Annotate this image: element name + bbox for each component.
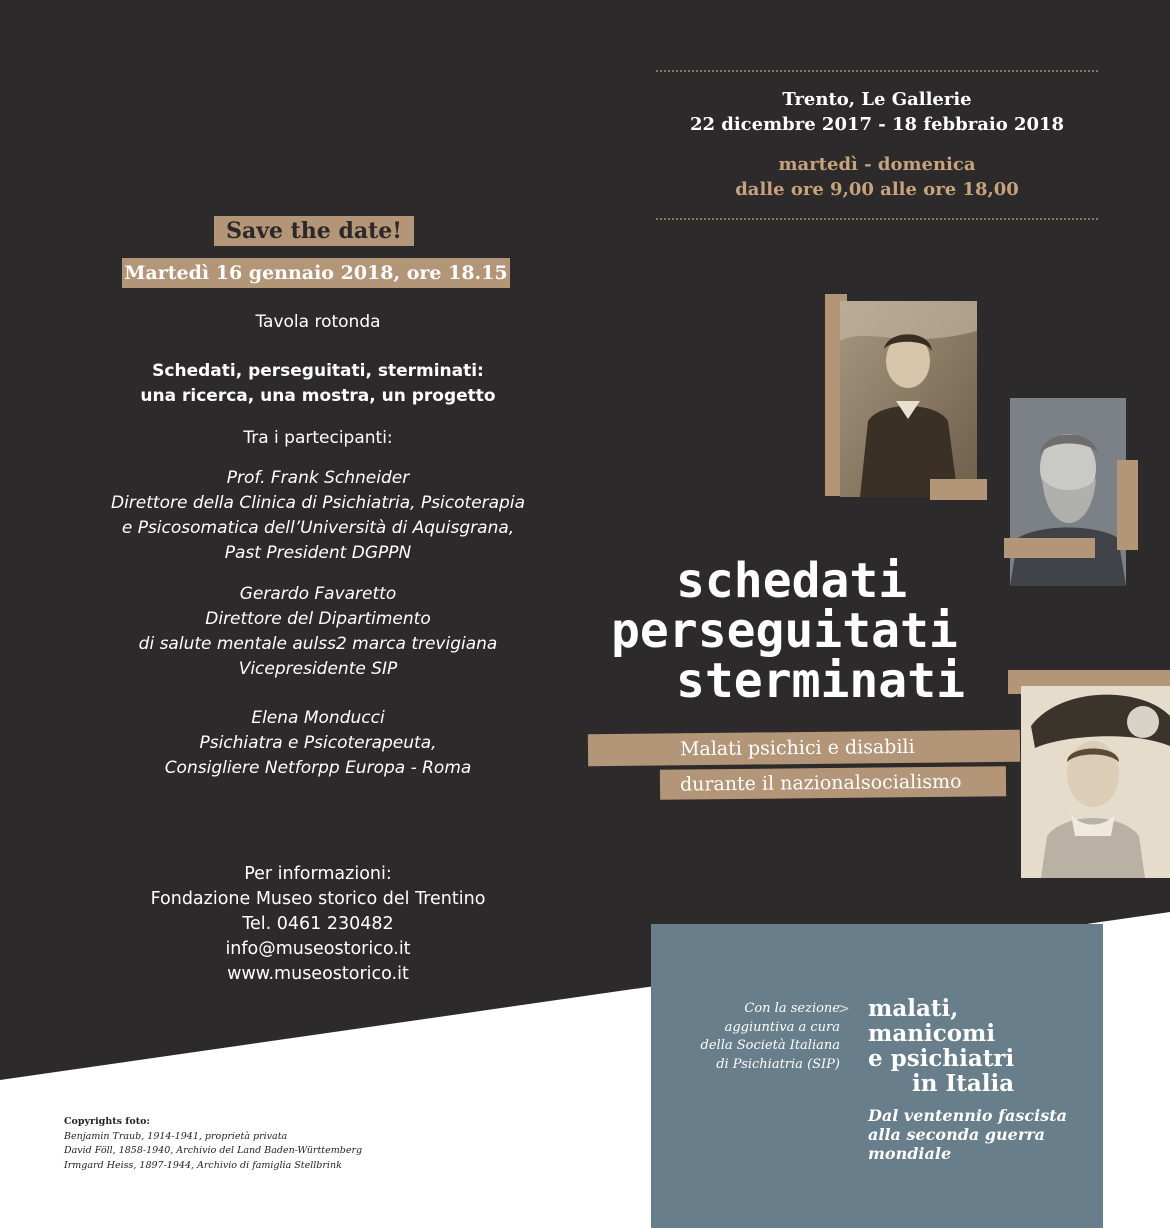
participant-line: Direttore del Dipartimento [205,609,431,629]
contact-phone: Tel. 0461 230482 [242,914,394,934]
exhibition-dates: 22 dicembre 2017 - 18 febbraio 2018 [689,114,1065,135]
participants-label: Tra i partecipanti: [243,428,393,448]
roundtable-date-badge: Martedì 16 gennaio 2018, ore 18.15 [122,258,510,288]
sip-title-line: manicomi [868,1020,996,1047]
save-the-date-badge: Save the date! [214,216,414,246]
chevron-right-icon: > [838,1001,850,1017]
tape-strip [1117,460,1138,550]
roundtable-title [90,359,546,409]
opening-hours: dalle ore 9,00 alle ore 18,00 [735,179,1019,200]
roundtable-title-line1: Schedati, perseguitati, sterminati: [152,361,484,381]
dotted-divider-top [656,70,1098,72]
sip-note-line: Con la sezione [744,1001,840,1016]
participant-line: Past President DGPPN [224,543,412,563]
contact-organization: Fondazione Museo storico del Trentino [150,889,486,909]
participant-line: e Psicosomatica dell’Università di Aquisgrana, [121,518,515,538]
participant-schneider [90,466,546,566]
tape-strip [1004,538,1095,558]
sip-title-line: e psichiatri [868,1045,1015,1072]
roundtable-title-line2: una ricerca, una mostra, un progetto [140,386,496,406]
roundtable-type: Tavola rotonda [255,312,381,332]
sip-subtitle-line: mondiale [868,1144,952,1163]
exhibition-venue: Trento, Le Gallerie [782,89,972,110]
sip-note-line: di Psichiatria (SIP) [716,1056,840,1072]
credit-line: Benjamin Traub, 1914-1941, proprietà privata [64,1130,288,1142]
credits-title: Copyrights foto: [64,1116,150,1127]
sip-subtitle-line: alla seconda guerra [868,1125,1046,1144]
credit-line: Irmgard Heiss, 1897-1944, Archivio di famiglia Stellbrink [64,1159,342,1171]
contact-website[interactable]: www.museostorico.it [227,964,409,984]
exhibition-subtitle-line1: Malati psichici e disabili [588,730,1020,767]
participant-line: Elena Monducci [251,708,385,728]
contact-label: Per informazioni: [244,864,392,884]
participant-line: Prof. Frank Schneider [226,468,410,488]
participant-line: Direttore della Clinica di Psichiatria, Psicoterapia [110,493,525,513]
participant-line: Consigliere Netforpp Europa - Roma [164,758,472,778]
participant-line: Vicepresidente SIP [238,659,398,679]
sip-section-title [868,996,1014,1096]
exhibition-title-line1: schedati [676,553,908,609]
contact-email[interactable]: info@museostorico.it [225,939,411,959]
sip-title-line: in Italia [912,1070,1015,1097]
opening-days: martedì - domenica [778,154,976,175]
participant-monducci [90,706,546,781]
exhibition-subtitle-line2: durante il nazionalsocialismo [660,766,1006,800]
contact-info [90,862,546,987]
dotted-divider-bottom [656,218,1098,220]
participant-line: di salute mentale aulss2 marca trevigiana [138,634,498,654]
exhibition-info-box [656,70,1098,220]
sip-subtitle-line: Dal ventennio fascista [868,1106,1067,1125]
participant-favaretto [90,582,546,682]
photo-irmgard-heiss [1021,686,1170,878]
sip-note-line: della Società Italiana [700,1038,840,1053]
sip-section-note [680,1000,840,1074]
photo-credits [64,1115,362,1173]
sip-note-line: aggiuntiva a cura [724,1019,840,1035]
credit-line: David Föll, 1858-1940, Archivio del Land Baden-Württemberg [64,1145,363,1156]
photo-benjamin-traub [840,301,977,497]
exhibition-title-line3: sterminati [676,653,965,709]
sip-section-subtitle [868,1106,1098,1163]
tape-strip [930,479,987,500]
participant-line: Gerardo Favaretto [239,584,397,604]
exhibition-title-line2: perseguitati [611,603,958,659]
participant-line: Psichiatra e Psicoterapeuta, [199,733,437,753]
sip-title-line: malati, [868,995,959,1022]
